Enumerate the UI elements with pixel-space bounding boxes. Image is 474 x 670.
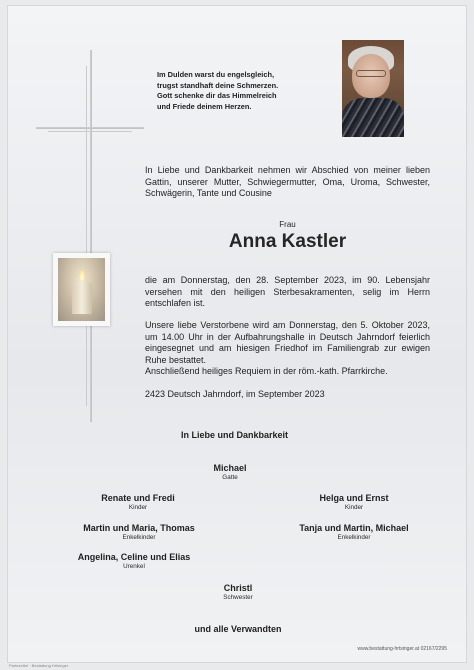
- closing-line: und alle Verwandten: [194, 624, 282, 634]
- mourner-name: Christl: [223, 583, 253, 593]
- deceased-name: Anna Kastler: [228, 231, 347, 252]
- mourner-entry: [74, 523, 204, 541]
- verse-line: Gott schenke dir das Himmelreich: [157, 91, 277, 100]
- mourner-entry: [288, 523, 420, 541]
- mourner-entry: [300, 493, 408, 511]
- funeral-text: [145, 320, 430, 378]
- mourner-relation: Enkelkinder: [122, 534, 156, 541]
- verse-line: und Friede deinem Herzen.: [157, 101, 252, 111]
- mourner-name: Renate und Fredi: [101, 493, 175, 503]
- mourner-relation: Kinder: [344, 504, 364, 511]
- mourner-entry: [86, 493, 190, 511]
- footer-contact: www.bestattung-hrtsinger.at 02167/2295: [357, 646, 447, 652]
- name-prefix: Frau: [279, 220, 296, 229]
- mourner-relation: Schwester: [223, 594, 253, 601]
- mourner-name: Michael: [213, 463, 247, 473]
- mourner-name: Martin und Maria, Thomas: [83, 523, 195, 533]
- mourner-relation: Urenkel: [123, 563, 145, 570]
- mourner-relation: Kinder: [128, 504, 148, 511]
- portrait-photo: [342, 40, 404, 137]
- cross-icon-horizontal: [36, 127, 144, 129]
- memorial-verse: [157, 70, 327, 112]
- cross-icon-vertical: [90, 50, 92, 422]
- mourner-entry: [196, 583, 280, 601]
- mourner-relation: Gatte: [222, 474, 238, 481]
- passing-text: die am Donnerstag, den 28. September 2023, im 90. Lebensjahr versehen mit den heiligen Sterbesakramenten, selig im Herrn entschlafen ist.: [145, 275, 430, 309]
- verse-line: Im Dulden warst du engelsgleich,: [157, 70, 275, 79]
- mourner-name: Tanja und Martin, Michael: [299, 523, 409, 533]
- requiem-text: Anschließend heiliges Requiem in der röm.-kath. Pfarrkirche.: [145, 366, 388, 377]
- candle-icon: [53, 253, 110, 326]
- mourner-entry: [188, 463, 272, 481]
- place-date: 2423 Deutsch Jahrndorf, im September 2023: [145, 389, 325, 399]
- mourner-name: Helga und Ernst: [319, 493, 389, 503]
- mourner-name: Angelina, Celine und Elias: [77, 552, 191, 562]
- intro-text: In Liebe und Dankbarkeit nehmen wir Abschied von meiner lieben Gattin, unserer Mutter, Schwiegermutter, Oma, Uroma, Schwester, Schwägerin, Tante und Cousine: [145, 165, 430, 199]
- verse-line: trugst standhaft deine Schmerzen.: [157, 80, 279, 90]
- funeral-details: Unsere liebe Verstorbene wird am Donnerstag, den 5. Oktober 2023, um 14.00 Uhr in der Aufbahrungshalle in Deutsch Jahrndorf feierlich eingesegnet und am hiesigen Friedhof im Familiengrab zur ewigen Ruhe bestattet.: [145, 320, 430, 365]
- footer-credit: Partezettel · Bestattung Hrtsinger: [9, 663, 69, 668]
- mourner-entry: [66, 552, 202, 570]
- mourners-heading: In Liebe und Dankbarkeit: [181, 430, 289, 440]
- cross-shadow-vertical: [86, 66, 87, 406]
- mourner-relation: Enkelkinder: [337, 534, 371, 541]
